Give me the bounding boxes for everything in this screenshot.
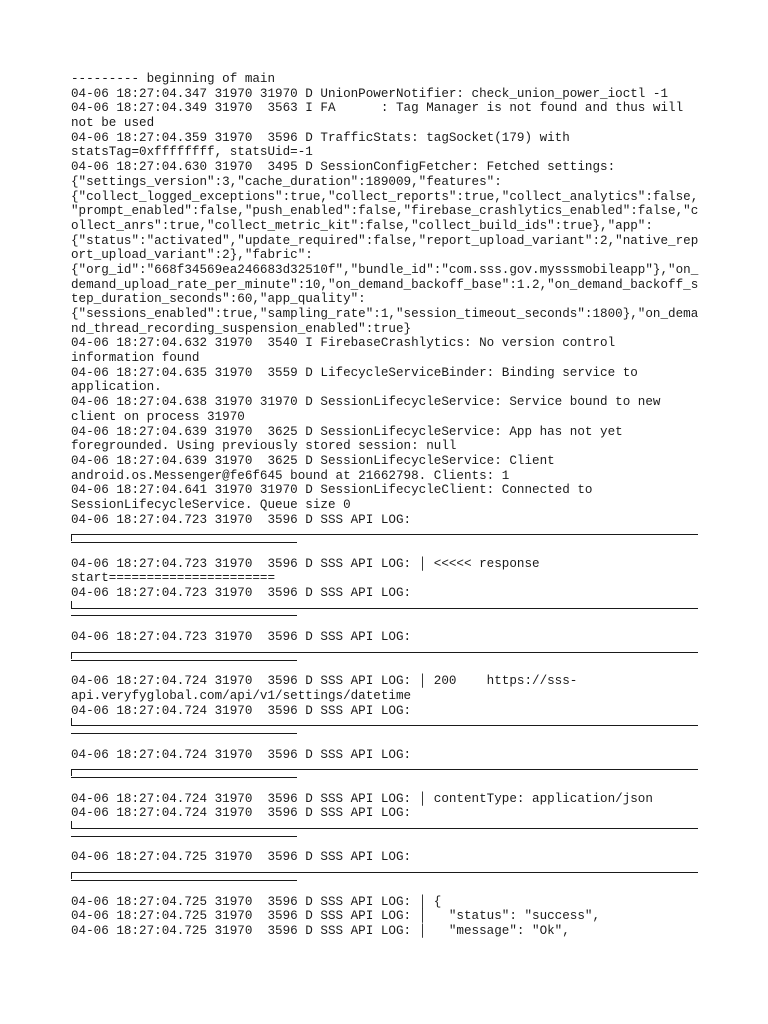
log-line: {"collect_logged_exceptions":true,"collect_reports":true,"collect_analytics":false, xyxy=(71,189,699,204)
box-top-border xyxy=(71,527,698,542)
log-line: 04-06 18:27:04.723 31970 3596 D SSS API LOG: │ <<<<< response xyxy=(71,556,540,571)
box-bottom-border xyxy=(71,601,698,616)
log-line: 04-06 18:27:04.725 31970 3596 D SSS API LOG: │ "status": "success", xyxy=(71,909,601,924)
log-line: 04-06 18:27:04.723 31970 3596 D SSS API LOG: xyxy=(71,630,412,645)
log-line: start====================== xyxy=(71,571,276,586)
box-bottom-border xyxy=(71,718,698,733)
log-page xyxy=(71,72,698,939)
log-line: ollect_anrs":true,"collect_metric_kit":false,"collect_build_ids":true},"app": xyxy=(71,218,653,233)
log-line: --------- beginning of main xyxy=(71,72,276,86)
log-line: ort_upload_variant":2},"fabric": xyxy=(71,248,313,263)
box-border-tail xyxy=(71,836,698,851)
log-line: client on process 31970 xyxy=(71,409,245,424)
log-line: api.veryfyglobal.com/api/v1/settings/datetime xyxy=(71,688,412,703)
log-line: "prompt_enabled":false,"push_enabled":false,"firebase_crashlytics_enabled":false,"c xyxy=(71,204,699,219)
log-line: 04-06 18:27:04.724 31970 3596 D SSS API LOG: xyxy=(71,806,412,821)
log-line: {"org_id":"668f34569ea246683d32510f","bundle_id":"com.sss.gov.mysssmobileapp"},"on_ xyxy=(71,262,699,277)
log-line: 04-06 18:27:04.639 31970 3625 D SessionLifecycleService: Client xyxy=(71,453,555,468)
log-line: 04-06 18:27:04.630 31970 3495 D SessionConfigFetcher: Fetched settings: xyxy=(71,160,616,175)
log-line: 04-06 18:27:04.725 31970 3596 D SSS API LOG: xyxy=(71,850,412,865)
log-line: nd_thread_recording_suspension_enabled":true} xyxy=(71,321,412,336)
log-line: 04-06 18:27:04.349 31970 3563 I FA : Tag Manager is not found and thus will xyxy=(71,101,684,116)
box-border-tail xyxy=(71,733,698,748)
log-line: 04-06 18:27:04.359 31970 3596 D TrafficStats: tagSocket(179) with xyxy=(71,130,570,145)
log-line: demand_upload_rate_per_minute":10,"on_demand_backoff_base":1.2,"on_demand_backoff_s xyxy=(71,277,699,292)
log-line: 04-06 18:27:04.347 31970 31970 D UnionPowerNotifier: check_union_power_ioctl -1 xyxy=(71,86,669,101)
log-line: 04-06 18:27:04.723 31970 3596 D SSS API LOG: xyxy=(71,586,412,601)
log-line: application. xyxy=(71,380,162,395)
log-line: 04-06 18:27:04.632 31970 3540 I FirebaseCrashlytics: No version control xyxy=(71,336,616,351)
log-line: 04-06 18:27:04.641 31970 31970 D SessionLifecycleClient: Connected to xyxy=(71,483,593,498)
box-border-tail xyxy=(71,880,698,895)
log-line: 04-06 18:27:04.635 31970 3559 D LifecycleServiceBinder: Binding service to xyxy=(71,365,638,380)
log-line: 04-06 18:27:04.725 31970 3596 D SSS API LOG: │ { xyxy=(71,894,442,909)
log-line: 04-06 18:27:04.639 31970 3625 D SessionLifecycleService: App has not yet xyxy=(71,424,623,439)
log-line: 04-06 18:27:04.638 31970 31970 D SessionLifecycleService: Service bound to new xyxy=(71,395,661,410)
log-line: not be used xyxy=(71,116,155,131)
box-border-tail xyxy=(71,615,698,630)
log-line: 04-06 18:27:04.724 31970 3596 D SSS API LOG: xyxy=(71,703,412,718)
box-border-tail xyxy=(71,660,698,675)
log-line: 04-06 18:27:04.725 31970 3596 D SSS API LOG: │ "message": "Ok", xyxy=(71,923,570,938)
log-line: tep_duration_seconds":60,"app_quality": xyxy=(71,292,366,307)
box-border-tail xyxy=(71,542,698,557)
box-bottom-border xyxy=(71,821,698,836)
box-border-tail xyxy=(71,777,698,792)
log-line: statsTag=0xffffffff, statsUid=-1 xyxy=(71,145,313,160)
log-line: 04-06 18:27:04.724 31970 3596 D SSS API LOG: │ contentType: application/json xyxy=(71,791,653,806)
box-top-border xyxy=(71,762,698,777)
log-line: foregrounded. Using previously stored session: null xyxy=(71,439,457,454)
log-line: {"settings_version":3,"cache_duration":189009,"features": xyxy=(71,174,502,189)
log-line: 04-06 18:27:04.724 31970 3596 D SSS API LOG: xyxy=(71,747,412,762)
box-top-border xyxy=(71,865,698,880)
log-line: 04-06 18:27:04.723 31970 3596 D SSS API LOG: xyxy=(71,512,412,527)
log-line: {"status":"activated","update_required":false,"report_upload_variant":2,"native_rep xyxy=(71,233,699,248)
log-line: android.os.Messenger@fe6f645 bound at 21662798. Clients: 1 xyxy=(71,468,510,483)
log-line: 04-06 18:27:04.724 31970 3596 D SSS API LOG: │ 200 https://sss- xyxy=(71,674,578,689)
log-line: SessionLifecycleService. Queue size 0 xyxy=(71,497,351,512)
box-top-border xyxy=(71,645,698,660)
log-line: {"sessions_enabled":true,"sampling_rate":1,"session_timeout_seconds":1800},"on_dema xyxy=(71,307,699,321)
log-line: information found xyxy=(71,351,200,366)
